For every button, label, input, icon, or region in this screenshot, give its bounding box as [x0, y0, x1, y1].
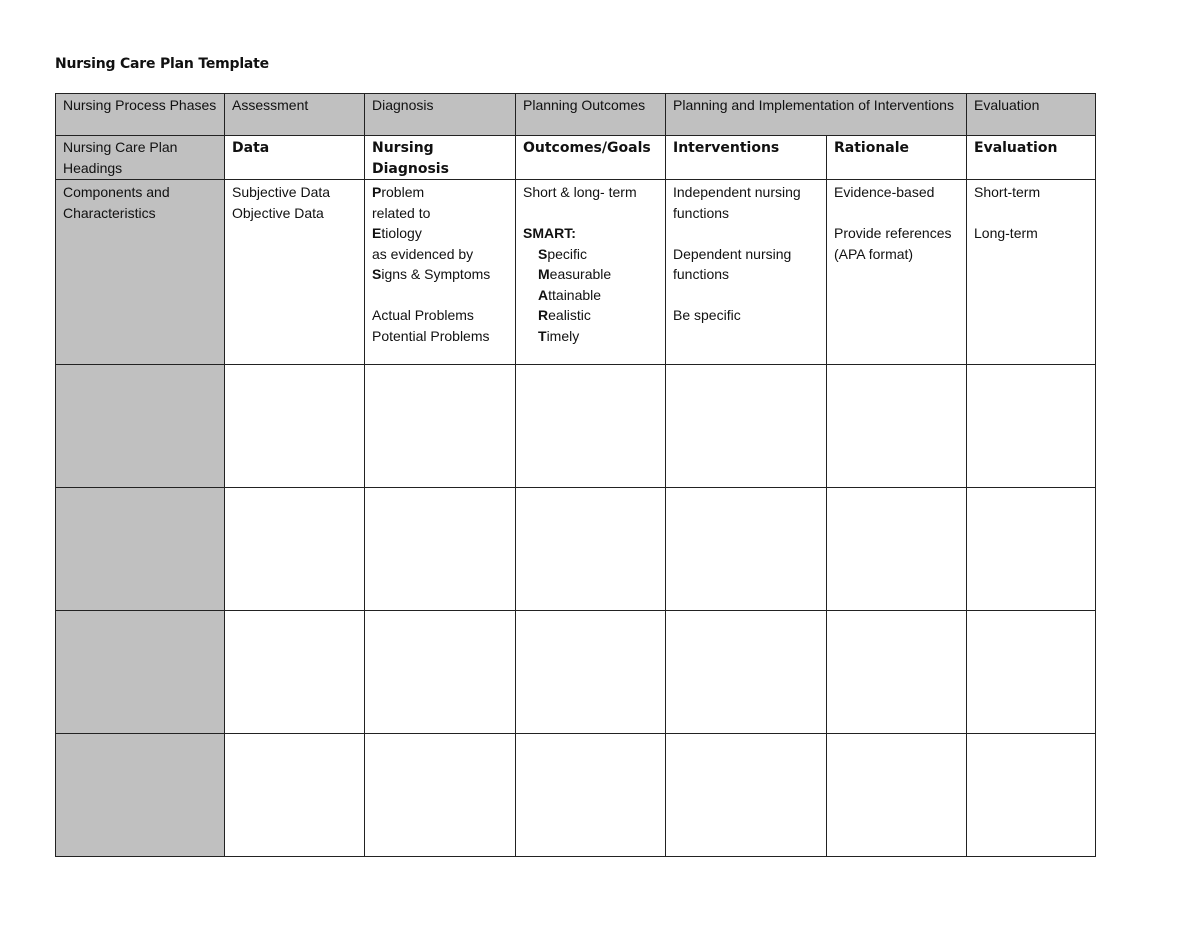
components-data-cell — [225, 180, 365, 365]
blank-cell[interactable] — [225, 611, 365, 734]
blank-cell[interactable] — [666, 365, 827, 488]
components-row — [56, 180, 1096, 365]
blank-cell[interactable] — [365, 734, 516, 857]
subjective-data: Subjective Data — [232, 184, 331, 200]
blank-cell[interactable] — [365, 611, 516, 734]
smart-item: Specific — [538, 245, 588, 262]
phase-planning-outcomes: Planning Outcomes — [516, 94, 666, 136]
headings-row-label: Nursing Care Plan Headings — [56, 136, 225, 180]
short-long-term-text: Short & long- term — [523, 184, 637, 200]
blank-cell[interactable] — [516, 611, 666, 734]
blank-cell[interactable] — [365, 365, 516, 488]
heading-nursing-diagnosis: Nursing Diagnosis — [365, 136, 516, 180]
blank-cell[interactable] — [967, 365, 1096, 488]
independent-functions-text: Independent nursing functions — [673, 184, 801, 221]
components-diagnosis-cell — [365, 180, 516, 365]
blank-cell[interactable] — [827, 488, 967, 611]
blank-cell[interactable] — [666, 488, 827, 611]
blank-cell[interactable] — [225, 734, 365, 857]
short-term-text: Short-term — [974, 184, 1041, 200]
phases-row — [56, 94, 1096, 136]
heading-outcomes-goals: Outcomes/Goals — [516, 136, 666, 180]
blank-row — [56, 611, 1096, 734]
blank-cell[interactable] — [516, 365, 666, 488]
blank-row — [56, 365, 1096, 488]
as-evidenced-by-text: as evidenced by — [372, 245, 474, 262]
heading-interventions: Interventions — [666, 136, 827, 180]
document-title: Nursing Care Plan Template — [55, 56, 269, 72]
phase-evaluation: Evaluation — [967, 94, 1096, 136]
phase-assessment: Assessment — [225, 94, 365, 136]
blank-cell[interactable] — [967, 611, 1096, 734]
problem-text: Problem — [372, 184, 425, 200]
smart-item: Timely — [538, 327, 580, 344]
components-rationale-cell — [827, 180, 967, 365]
related-to-text: related to — [372, 204, 431, 221]
blank-cell[interactable] — [827, 365, 967, 488]
components-evaluation-cell — [967, 180, 1096, 365]
phase-planning-implementation: Planning and Implementation of Interventions — [666, 94, 967, 136]
signs-symptoms-text: Signs & Symptoms — [372, 266, 491, 282]
provide-references-text: Provide references (APA format) — [834, 225, 952, 262]
evidence-based-text: Evidence-based — [834, 184, 935, 200]
blank-label-cell — [56, 734, 225, 857]
headings-row — [56, 136, 1096, 180]
smart-item: Realistic — [538, 307, 591, 323]
blank-cell[interactable] — [827, 611, 967, 734]
blank-row — [56, 488, 1096, 611]
blank-cell[interactable] — [516, 488, 666, 611]
blank-label-cell — [56, 365, 225, 488]
heading-rationale: Rationale — [827, 136, 967, 180]
heading-evaluation: Evaluation — [967, 136, 1096, 180]
blank-cell[interactable] — [827, 734, 967, 857]
blank-cell[interactable] — [967, 734, 1096, 857]
potential-problems-text: Potential Problems — [372, 327, 490, 344]
blank-cell[interactable] — [225, 488, 365, 611]
care-plan-table — [55, 93, 1096, 857]
blank-cell[interactable] — [666, 734, 827, 857]
phases-row-label: Nursing Process Phases — [56, 94, 225, 136]
blank-cell[interactable] — [225, 365, 365, 488]
blank-cell[interactable] — [967, 488, 1096, 611]
dependent-functions-text: Dependent nursing functions — [673, 245, 792, 282]
phase-diagnosis: Diagnosis — [365, 94, 516, 136]
components-row-label: Components and Characteristics — [56, 180, 225, 365]
long-term-text: Long-term — [974, 225, 1038, 241]
blank-label-cell — [56, 611, 225, 734]
smart-item: Attainable — [538, 286, 602, 303]
blank-cell[interactable] — [666, 611, 827, 734]
objective-data: Objective Data — [232, 204, 324, 221]
components-interventions-cell — [666, 180, 827, 365]
blank-label-cell — [56, 488, 225, 611]
components-outcomes-cell — [516, 180, 666, 365]
heading-data: Data — [225, 136, 365, 180]
actual-problems-text: Actual Problems — [372, 307, 474, 323]
smart-label: SMART: — [523, 225, 576, 241]
be-specific-text: Be specific — [673, 307, 741, 323]
blank-cell[interactable] — [516, 734, 666, 857]
etiology-text: Etiology — [372, 225, 422, 241]
smart-item: Measurable — [538, 266, 612, 282]
blank-cell[interactable] — [365, 488, 516, 611]
blank-row — [56, 734, 1096, 857]
